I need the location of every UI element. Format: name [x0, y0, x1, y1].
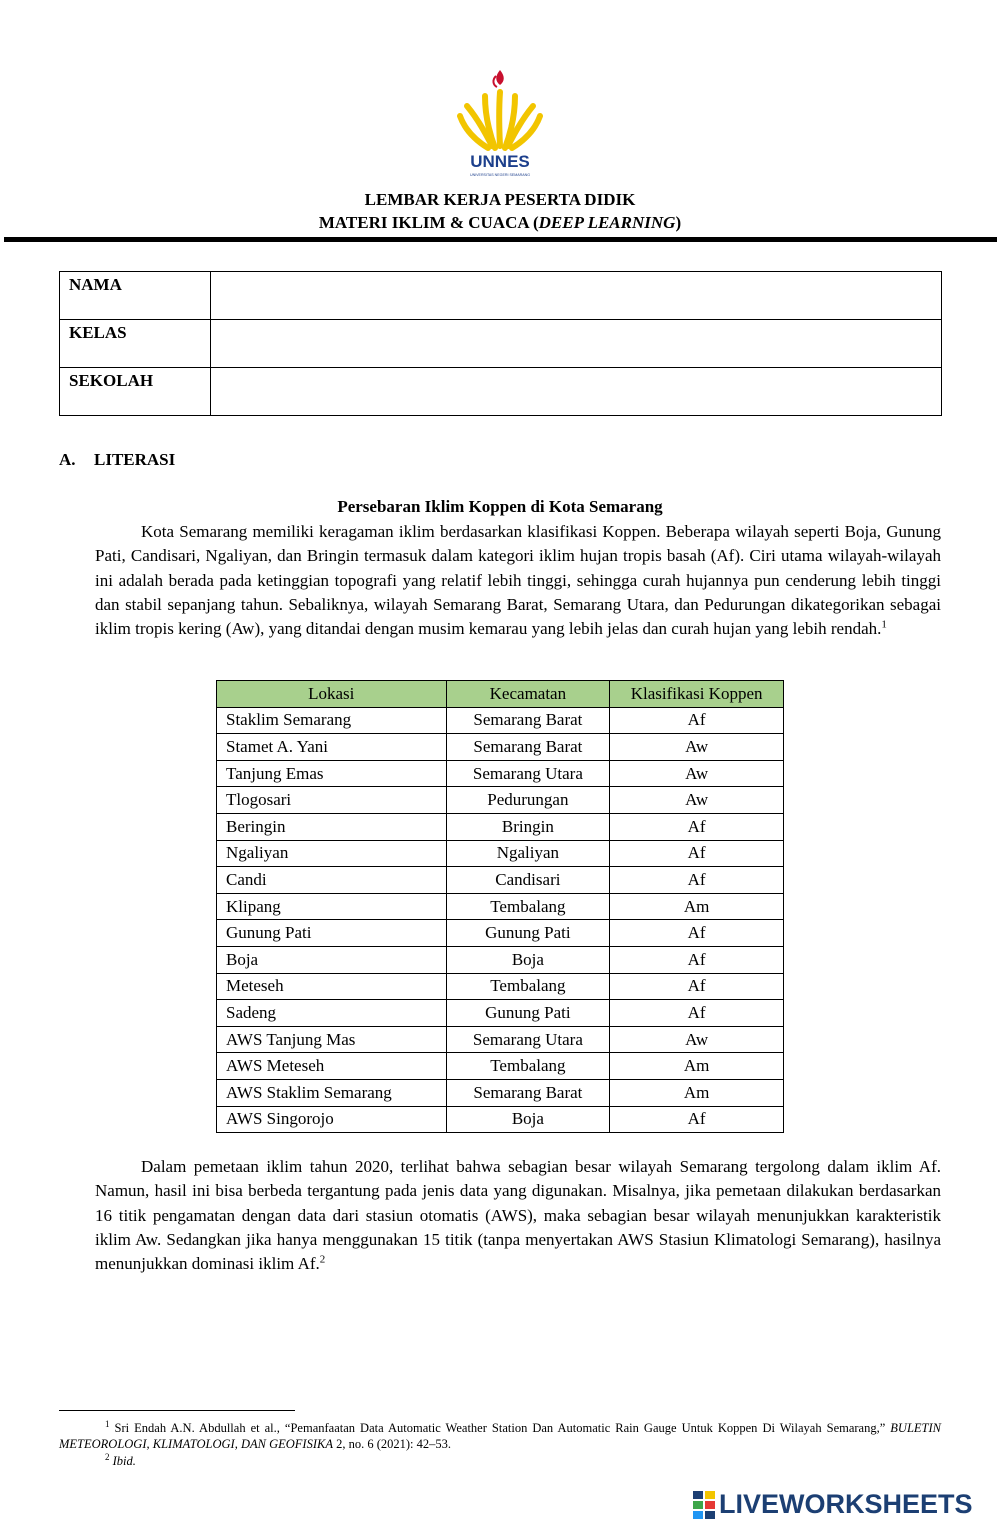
cell-kecamatan: Tembalang — [446, 1053, 610, 1080]
subtitle-italic: DEEP LEARNING — [538, 213, 676, 232]
cell-kecamatan: Ngaliyan — [446, 840, 610, 867]
cell-lokasi: AWS Staklim Semarang — [217, 1079, 447, 1106]
table-row — [217, 1000, 784, 1027]
nama-label: NAMA — [60, 272, 211, 320]
footnote-1 — [59, 1420, 941, 1452]
cell-kecamatan: Boja — [446, 946, 610, 973]
footnote-1-tail: 2, no. 6 (2021): 42–53. — [332, 1437, 452, 1451]
cell-klasifikasi: Aw — [610, 734, 784, 761]
table-row — [217, 707, 784, 734]
sekolah-field[interactable] — [211, 368, 942, 416]
table-row — [217, 1079, 784, 1106]
paragraph-2-text: Dalam pemetaan iklim tahun 2020, terlihat bahwa sebagian besar wilayah Semarang tergolong dalam iklim Af. Namun, hasil ini bisa berbeda tergantung pada jenis data yang digunakan. Misalnya, jika pemetaan dilakukan berdasarkan 16 titik pengamatan dengan data dari stasiun otomatis (AWS), maka sebagian besar wilayah menunjukkan karakteristik iklim Aw. Sedangkan jika hanya menggunakan 15 titik (tanpa menyertakan AWS Stasiun Klimatologi Semarang), hasilnya menunjukkan dominasi iklim Af. — [95, 1157, 941, 1274]
footnote-1-number: 1 — [105, 1418, 110, 1429]
kelas-field[interactable] — [211, 320, 942, 368]
cell-kecamatan: Gunung Pati — [446, 920, 610, 947]
header-lokasi: Lokasi — [217, 681, 447, 708]
section-heading — [59, 450, 175, 470]
cell-lokasi: Candi — [217, 867, 447, 894]
cell-lokasi: Ngaliyan — [217, 840, 447, 867]
document-subtitle — [0, 213, 1000, 233]
table-row — [217, 973, 784, 1000]
cell-kecamatan: Semarang Utara — [446, 760, 610, 787]
cell-klasifikasi: Am — [610, 1079, 784, 1106]
table-row — [217, 920, 784, 947]
cell-klasifikasi: Af — [610, 1106, 784, 1133]
cell-klasifikasi: Af — [610, 946, 784, 973]
cell-klasifikasi: Af — [610, 973, 784, 1000]
cell-kecamatan: Semarang Barat — [446, 1079, 610, 1106]
cell-klasifikasi: Aw — [610, 1026, 784, 1053]
cell-lokasi: Sadeng — [217, 1000, 447, 1027]
cell-lokasi: Meteseh — [217, 973, 447, 1000]
cell-klasifikasi: Aw — [610, 760, 784, 787]
table-row — [217, 1053, 784, 1080]
cell-lokasi: Tlogosari — [217, 787, 447, 814]
cell-lokasi: Tanjung Emas — [217, 760, 447, 787]
table-row — [217, 760, 784, 787]
cell-klasifikasi: Af — [610, 1000, 784, 1027]
cell-klasifikasi: Am — [610, 1053, 784, 1080]
footnote-divider — [59, 1410, 295, 1411]
cell-kecamatan: Tembalang — [446, 973, 610, 1000]
section-title: LITERASI — [94, 450, 176, 469]
cell-klasifikasi: Af — [610, 920, 784, 947]
identity-row-sekolah — [60, 368, 942, 416]
document-title: LEMBAR KERJA PESERTA DIDIK — [364, 190, 636, 209]
cell-kecamatan: Tembalang — [446, 893, 610, 920]
cell-kecamatan: Semarang Barat — [446, 734, 610, 761]
cell-klasifikasi: Af — [610, 867, 784, 894]
footnote-2-number: 2 — [105, 1451, 110, 1462]
header-divider — [4, 237, 997, 242]
cell-lokasi: Gunung Pati — [217, 920, 447, 947]
unnes-logo — [455, 66, 545, 181]
liveworksheets-wordmark: LIVEWORKSHEETS — [719, 1489, 973, 1519]
cell-kecamatan: Gunung Pati — [446, 1000, 610, 1027]
table-row — [217, 1106, 784, 1133]
cell-kecamatan: Pedurungan — [446, 787, 610, 814]
table-row — [217, 813, 784, 840]
cell-kecamatan: Semarang Utara — [446, 1026, 610, 1053]
header-kecamatan: Kecamatan — [446, 681, 610, 708]
cell-klasifikasi: Am — [610, 893, 784, 920]
identity-row-kelas — [60, 320, 942, 368]
paragraph-1 — [95, 520, 941, 641]
table-header-row — [217, 681, 784, 708]
table-row — [217, 787, 784, 814]
footnote-2 — [59, 1453, 987, 1469]
logo-wordmark: UNNES — [470, 152, 530, 171]
section-number: A. — [59, 450, 76, 469]
koppen-table — [216, 680, 784, 1133]
footnote-1-journal: BULETIN METEOROLOGI, KLIMATOLOGI, DAN GEOFISIKA — [59, 1421, 941, 1451]
identity-table — [59, 271, 942, 416]
cell-kecamatan: Bringin — [446, 813, 610, 840]
nama-field[interactable] — [211, 272, 942, 320]
logo-subtext: UNIVERSITAS NEGERI SEMARANG — [469, 173, 531, 177]
cell-lokasi: Stamet A. Yani — [217, 734, 447, 761]
cell-lokasi: AWS Tanjung Mas — [217, 1026, 447, 1053]
cell-lokasi: Beringin — [217, 813, 447, 840]
subtitle-suffix: ) — [675, 213, 682, 232]
cell-kecamatan: Boja — [446, 1106, 610, 1133]
liveworksheets-icon — [693, 1491, 717, 1521]
cell-lokasi: AWS Meteseh — [217, 1053, 447, 1080]
table-row — [217, 1026, 784, 1053]
cell-klasifikasi: Aw — [610, 787, 784, 814]
table-row — [217, 734, 784, 761]
cell-lokasi: Boja — [217, 946, 447, 973]
cell-lokasi: AWS Singorojo — [217, 1106, 447, 1133]
liveworksheets-brand — [693, 1487, 993, 1523]
footnote-1-text: Sri Endah A.N. Abdullah et al., “Pemanfaatan Data Automatic Weather Station Dan Automatic Rain Gauge Untuk Koppen Di Wilayah Semarang,” — [109, 1421, 891, 1435]
paragraph-1-text: Kota Semarang memiliki keragaman iklim berdasarkan klasifikasi Koppen. Beberapa wilayah seperti Boja, Gunung Pati, Candisari, Ngaliyan, dan Bringin termasuk dalam kategori iklim hujan tropis basah (Af). Ciri utama wilayah-wilayah ini adalah berada pada ketinggian topografi yang relatif lebih tinggi, sehingga curah hujannya pun cenderung lebih tinggi dan stabil sepanjang tahun. Sebaliknya, wilayah Semarang Barat, Semarang Utara, dan Pedurungan dikategorikan sebagai iklim tropis kering (Aw), yang ditandai dengan musim kemarau yang lebih jelas dan curah hujan yang lebih rendah. — [95, 522, 941, 639]
article-title: Persebaran Iklim Koppen di Kota Semarang — [337, 497, 663, 516]
cell-klasifikasi: Af — [610, 813, 784, 840]
table-row — [217, 893, 784, 920]
paragraph-2 — [95, 1155, 941, 1276]
identity-row-nama — [60, 272, 942, 320]
table-row — [217, 867, 784, 894]
subtitle-prefix: MATERI IKLIM & CUACA ( — [318, 213, 539, 232]
sekolah-label: SEKOLAH — [60, 368, 211, 416]
header-klasifikasi: Klasifikasi Koppen — [610, 681, 784, 708]
cell-kecamatan: Semarang Barat — [446, 707, 610, 734]
table-row — [217, 946, 784, 973]
cell-klasifikasi: Af — [610, 707, 784, 734]
cell-lokasi: Klipang — [217, 893, 447, 920]
footnote-ref-1[interactable]: 1 — [881, 618, 887, 631]
cell-lokasi: Staklim Semarang — [217, 707, 447, 734]
footnote-2-text: Ibid. — [112, 1454, 136, 1468]
table-row — [217, 840, 784, 867]
kelas-label: KELAS — [60, 320, 211, 368]
footnote-ref-2[interactable]: 2 — [319, 1253, 326, 1266]
cell-klasifikasi: Af — [610, 840, 784, 867]
cell-kecamatan: Candisari — [446, 867, 610, 894]
